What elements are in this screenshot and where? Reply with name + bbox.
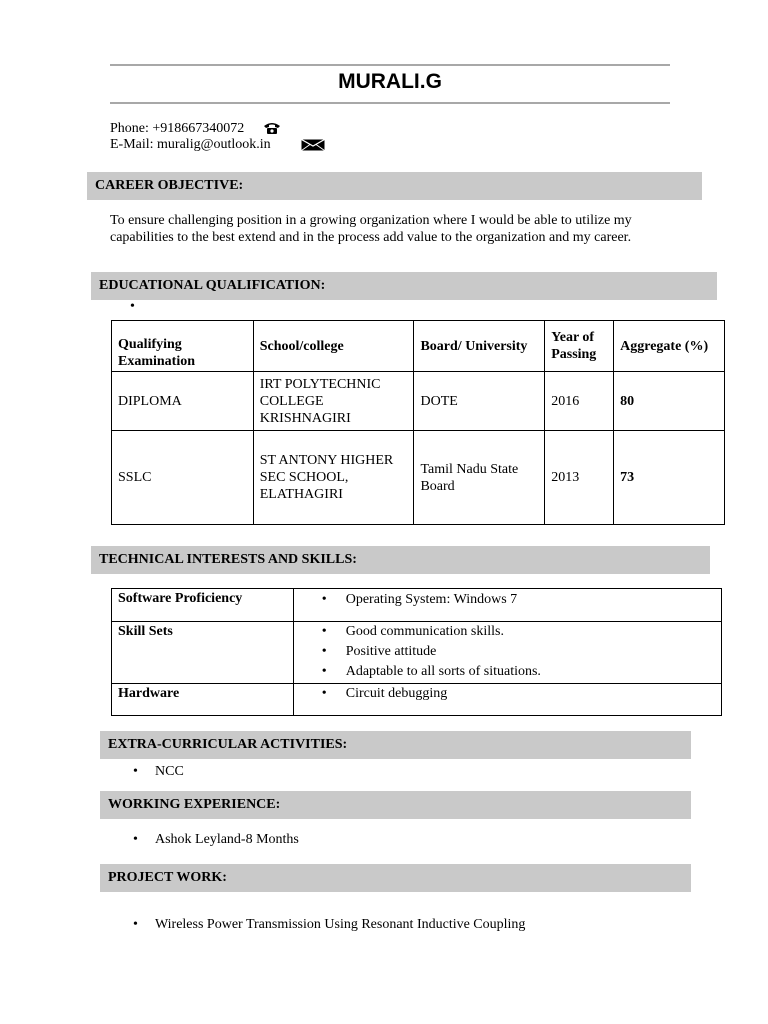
list-item-text: Wireless Power Transmission Using Resonant Inductive Coupling [155, 917, 526, 932]
section-education: EDUCATIONAL QUALIFICATION: [91, 272, 717, 300]
envelope-icon [301, 139, 325, 151]
bullet-dot: • [133, 917, 138, 932]
section-career-objective: CAREER OBJECTIVE: [87, 172, 702, 200]
section-technical: TECHNICAL INTERESTS AND SKILLS: [91, 546, 710, 574]
table-row [112, 431, 725, 525]
education-table [111, 320, 725, 525]
header-board-university: Board/ University [414, 321, 545, 372]
bullet-dot: • [321, 664, 327, 679]
bullet-dot: • [321, 686, 327, 701]
skills-label: Hardware [112, 684, 294, 716]
skills-label: Software Proficiency [112, 589, 294, 622]
list-item-text: Circuit debugging [345, 686, 448, 701]
top-rule [110, 64, 670, 66]
bottom-rule [110, 102, 670, 104]
section-working-experience: WORKING EXPERIENCE: [100, 791, 691, 819]
cell-board: DOTE [414, 372, 545, 431]
email-text: E-Mail: muralig@outlook.in [110, 137, 271, 152]
list-item-text: Adaptable to all sorts of situations. [345, 664, 541, 679]
bullet-dot: • [133, 832, 138, 847]
list-item-text: Operating System: Windows 7 [345, 592, 518, 607]
header-qualifying-examination: Qualifying Examination [112, 321, 254, 372]
skills-items-skill-sets [293, 622, 721, 684]
header-school-college: School/college [253, 321, 414, 372]
list-item-text: NCC [155, 764, 184, 779]
list-item [133, 831, 299, 848]
bullet-dot: • [321, 592, 327, 607]
cell-qualification: SSLC [112, 431, 254, 525]
email-line [110, 137, 271, 153]
bullet-dot: • [321, 624, 327, 639]
skills-label: Skill Sets [112, 622, 294, 684]
list-item [322, 590, 715, 610]
header-aggregate: Aggregate (%) [614, 321, 725, 372]
page-title: MURALI.G [338, 70, 442, 93]
list-item-text: Ashok Leyland-8 Months [155, 832, 299, 847]
cell-aggregate: 80 [614, 372, 725, 431]
list-item [133, 916, 525, 933]
skills-row-hardware [112, 684, 722, 716]
bullet-dot: • [133, 764, 138, 779]
skills-table [111, 588, 722, 716]
skills-row-software [112, 589, 722, 622]
list-item [322, 622, 715, 642]
list-item [133, 763, 184, 780]
skills-items-hardware [293, 684, 721, 716]
section-extra-curricular: EXTRA-CURRICULAR ACTIVITIES: [100, 731, 691, 759]
list-item [322, 642, 715, 662]
bullet-dot: • [130, 299, 135, 314]
header-year-of-passing: Year of Passing [545, 321, 614, 372]
objective-text: To ensure challenging position in a growing organization where I would be able to utilize my capabilities to the best extend and in the process add value to the organization and my career. [110, 213, 632, 245]
skills-row-skill-sets [112, 622, 722, 684]
cell-aggregate: 73 [614, 431, 725, 525]
phone-text: Phone: +918667340072 [110, 121, 245, 136]
list-item-text: Positive attitude [345, 644, 437, 659]
education-header-row [112, 321, 725, 372]
list-item [322, 662, 715, 682]
empty-bullet [130, 298, 135, 315]
cell-year: 2013 [545, 431, 614, 525]
cell-school: ST ANTONY HIGHER SEC SCHOOL, ELATHAGIRI [253, 431, 414, 525]
cell-school: IRT POLYTECHNIC COLLEGE KRISHNAGIRI [253, 372, 414, 431]
list-item-text: Good communication skills. [345, 624, 504, 639]
cell-year: 2016 [545, 372, 614, 431]
section-project-work: PROJECT WORK: [100, 864, 691, 892]
bullet-dot: • [321, 644, 327, 659]
cell-board: Tamil Nadu State Board [414, 431, 545, 525]
table-row [112, 372, 725, 431]
skills-items-software [293, 589, 721, 622]
phone-line [110, 121, 244, 137]
list-item [322, 684, 715, 704]
cell-qualification: DIPLOMA [112, 372, 254, 431]
phone-icon [262, 121, 282, 135]
